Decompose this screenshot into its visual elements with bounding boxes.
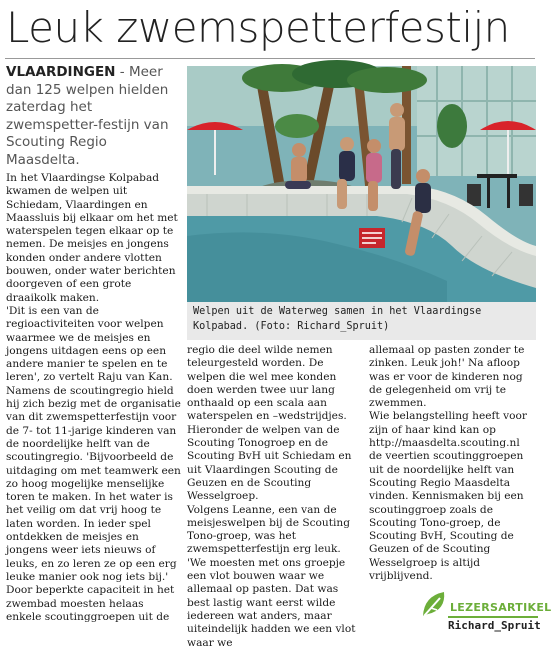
paragraph: In het Vlaardingse Kolpabad kwamen de welpen uit Schiedam, Vlaardingen en Maassluis bij elkaar om het met waterspelen tegen elkaar op te nemen. De meisjes en jongens konden onder andere vlotten bouwen, onder water berichten doorgeven of een grote draaikolk maken. bbox=[6, 172, 178, 304]
badge-label: LEZERSARTIKEL bbox=[450, 601, 551, 614]
paragraph: Volgens Leanne, een van de meisjeswelpen bij de Scouting Tono-groep, was het zwemspetterfestijn erg leuk. 'We moesten met ons groepje een vlot bouwen waar we allemaal op pasten. Dat was best lastig want eerst wilde iedereen wat anders, maar uiteindelijk hadden we een vlot waar we bbox=[187, 503, 356, 649]
badge-divider bbox=[448, 616, 538, 618]
headline-rule bbox=[5, 58, 535, 59]
paragraph: Wie belangstelling heeft voor zijn of haar kind kan op http://maasdelta.scouting.nl de veertien scoutinggroepen uit de noordelijke helft van Scouting Regio Maasdelta vinden. Kennismaken bij een scoutinggroep zoals de Scouting Tono-groep, de Scouting BvH, Scouting de Geuzen of de Scouting Wesselgroep is altijd vrijblijvend. bbox=[369, 410, 527, 583]
paragraph: regio die deel wilde nemen teleurgesteld worden. De welpen die wel mee konden doen werden twee uur lang onthaald op een scala aan waterspelen en –wedstrijdjes. Hieronder de welpen van de Scouting Tonogroep en de Scouting BvH uit Schiedam en uit Vlaardingen Scouting de Geuzen en de Scouting Wesselgroep. bbox=[187, 344, 352, 503]
leaf-icon bbox=[420, 588, 450, 620]
reader-article-badge bbox=[420, 588, 551, 636]
photo bbox=[187, 66, 536, 302]
paragraph: allemaal op pasten zonder te zinken. Leuk joh!' Na afloop was er voor de kinderen nog de gelegenheid om vrij te zwemmen. bbox=[369, 344, 525, 410]
headline: Leuk zwemspetterfestijn bbox=[6, 3, 510, 52]
lead-place: VLAARDINGEN bbox=[6, 64, 116, 80]
lead-paragraph bbox=[6, 64, 182, 169]
photo-caption: Welpen uit de Waterweg samen in het Vlaardingse Kolpabad. (Foto: Richard_Spruit) bbox=[187, 302, 536, 340]
article-column-2 bbox=[187, 344, 363, 650]
article-column-1 bbox=[6, 172, 182, 624]
lead-text: - Meer dan 125 welpen hielden zaterdag het zwemspetter-festijn van Scouting Regio Maasdelta. bbox=[6, 64, 169, 168]
paragraph: 'Dit is een van de regioactiviteiten voor welpen waarmee we de meisjes en jongens uitdagen eens op een andere manier te spelen en te leren', zo vertelt Raju van Kan. Namens de scoutingregio hield hij zich bezig met de organisatie van dit zwemspetterfestijn voor de 7- tot 11-jarige kinderen van de noordelijke helft van de scoutingregio. 'Bijvoorbeeld de uitdaging om met teamwerk een zo hoog mogelijke menselijke toren te maken. In het water is het veilig om dat vrij hoog te laten worden. In ieder spel ontdekken de meisjes en jongens weer iets nieuws of leuks, en zo leren ze op een erg leuke manier ook nog iets bij.' Door beperkte capaciteit in het zwembad moesten helaas enkele scoutinggroepen uit de bbox=[6, 304, 181, 623]
article-column-3 bbox=[369, 344, 536, 583]
author-name: Richard_Spruit bbox=[448, 619, 541, 632]
